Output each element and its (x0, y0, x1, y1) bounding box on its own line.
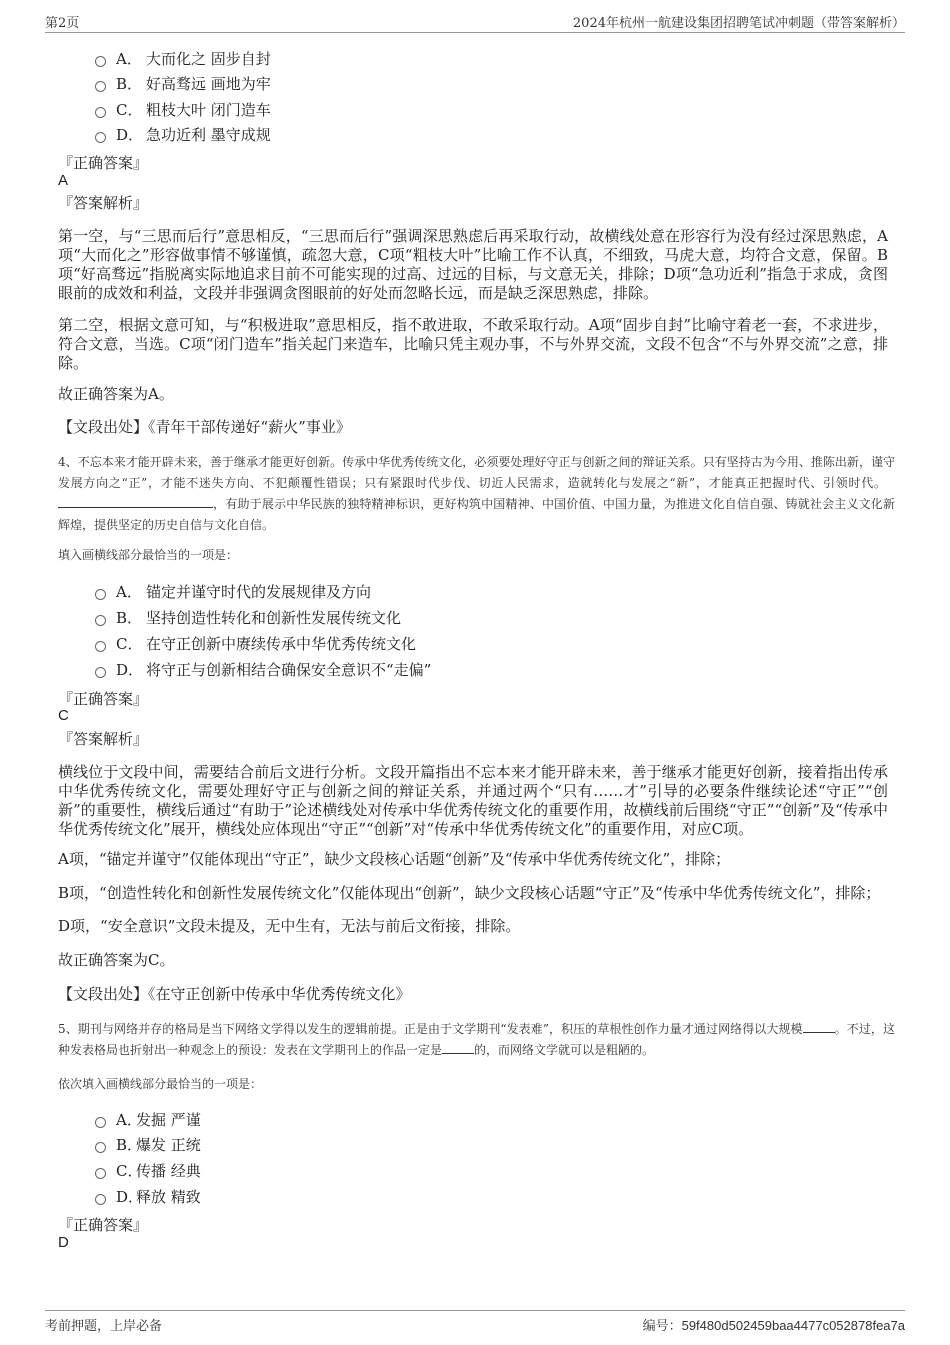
fill-blank (803, 1020, 835, 1033)
question-text-part: 5、期刊与网络并存的格局是当下网络文学得以发生的逻辑前提。正是由于文学期刊“发表难”，积压的草根性创作力量才通过网络得以大规模 (58, 1022, 803, 1036)
q4-option-c[interactable] (95, 632, 416, 654)
option-letter: A． (116, 49, 142, 68)
analysis-label: 『答案解析』 (58, 730, 149, 748)
radio-icon[interactable] (95, 81, 106, 92)
option-text: 锚定并谨守时代的发展规律及方向 (146, 582, 372, 601)
option-letter: D． (116, 1187, 144, 1206)
option-text: 将守正与创新相结合确保安全意识不“走偏” (146, 660, 432, 679)
document-id-label: 编号： (642, 1318, 682, 1334)
analysis-paragraph: B项，“创造性转化和创新性发展传统文化”仅能体现出“创新”，缺少文段核心话题“守正”及“传承中华优秀传统文化”，排除； (58, 884, 881, 902)
footer-slogan: 考前押题，上岸必备 (45, 1318, 163, 1334)
question-text-after: ，有助于展示中华民族的独特精神标识，更好构筑中国精神、中国价值、中国力量，为推进文化自信自强、铸就社会主义文化新辉煌，提供坚定的历史自信与文化自信。 (58, 497, 895, 532)
option-text: 在守正创新中赓续传承中华优秀传统文化 (146, 634, 417, 653)
document-title: 2024年杭州一航建设集团招聘笔试冲刺题（带答案解析） (572, 16, 905, 31)
q5-option-a[interactable] (95, 1108, 201, 1130)
question-text (58, 452, 895, 536)
q3-option-c[interactable] (95, 98, 271, 120)
analysis-paragraph: D项，“安全意识”文段未提及，无中生有，无法与前后文衔接，排除。 (58, 917, 521, 935)
page-number: 第2页 (45, 16, 80, 31)
radio-icon[interactable] (95, 1168, 106, 1179)
option-text: 爆发 正统 (136, 1135, 201, 1154)
q5-option-b[interactable] (95, 1133, 201, 1155)
option-text: 传播 经典 (136, 1161, 201, 1180)
option-text: 坚持创造性转化和创新性发展传统文化 (146, 608, 402, 627)
option-letter: C． (116, 1161, 143, 1180)
radio-icon[interactable] (95, 667, 106, 678)
option-text: 发掘 严谨 (136, 1110, 201, 1129)
radio-icon[interactable] (95, 589, 106, 600)
document-id-code: 59f480d502459baa4477c052878fea7a (681, 1317, 905, 1333)
source-citation: 【文段出处】《青年干部传递好“薪火”事业》 (58, 418, 351, 436)
correct-answer: A (58, 172, 69, 189)
document-id (643, 1315, 905, 1334)
q5-option-d[interactable] (95, 1185, 201, 1207)
q3-option-d[interactable] (95, 123, 271, 145)
q4-option-b[interactable] (95, 606, 401, 628)
radio-icon[interactable] (95, 56, 106, 67)
analysis-conclusion: 故正确答案为C。 (58, 951, 175, 969)
option-letter: D． (116, 125, 144, 144)
source-citation: 【文段出处】《在守正创新中传承中华优秀传统文化》 (58, 985, 411, 1003)
analysis-paragraph: 第二空，根据文意可知，与“积极进取”意思相反，指不敢进取，不敢采取行动。A项“固步自封”比喻守着老一套，不求进步，符合文意，当选。C项“闭门造车”指关起门来造车，比喻只凭主观办事，不与外界交流，文段不包含“不与外界交流”之意，排除。 (58, 316, 888, 372)
radio-icon[interactable] (95, 1142, 106, 1153)
radio-icon[interactable] (95, 1194, 106, 1205)
option-text: 好高骛远 画地为牢 (146, 74, 271, 93)
option-letter: A． (116, 1110, 142, 1129)
analysis-label: 『答案解析』 (58, 194, 149, 212)
q4-option-d[interactable] (95, 658, 431, 680)
correct-answer: D (58, 1234, 69, 1251)
option-letter: D． (116, 660, 144, 679)
option-letter: C． (116, 634, 143, 653)
correct-answer-label: 『正确答案』 (58, 1216, 149, 1234)
question-text-before: 4、不忘本来才能开辟未来，善于继承才能更好创新。传承中华优秀传统文化，必须要处理好守正与创新之间的辩证关系。只有坚持古为今用、推陈出新，谨守发展方向之“正”，才能不迷失方向、不犯颠覆性错误；只有紧跟时代步伐、切近人民需求，造就转化与发展之“新”，才能真正把握时代、引领时代。 (58, 455, 895, 490)
page-header (45, 12, 905, 33)
radio-icon[interactable] (95, 107, 106, 118)
radio-icon[interactable] (95, 1117, 106, 1128)
q3-option-a[interactable] (95, 47, 271, 69)
question-text-part: 。不过，这种发表格局也折射出一种观念上的预设：发表在文学期刊上的作品一定是 (58, 1022, 895, 1057)
fill-blank (58, 495, 213, 508)
option-letter: C． (116, 100, 143, 119)
q3-option-b[interactable] (95, 72, 271, 94)
option-text: 大而化之 固步自封 (146, 49, 271, 68)
analysis-conclusion: 故正确答案为A。 (58, 385, 174, 403)
correct-answer: C (58, 707, 69, 724)
analysis-paragraph: 横线位于文段中间，需要结合前后文进行分析。文段开篇指出不忘本来才能开辟未来，善于继承才能更好创新，接着指出传承中华优秀传统文化，需要处理好守正与创新之间的辩证关系，并通过两个“只有……才”引导的必要条件继续论述“守正”“创新”的重要性，横线后通过“有助于”论述横线处对传承中华优秀传统文化的重要作用，故横线前后围绕“守正”“创新”及“传承中华优秀传统文化”展开，横线处应体现出“守正”“创新”对“传承中华优秀传统文化”的重要作用，对应C项。 (58, 763, 888, 838)
q5-option-c[interactable] (95, 1159, 201, 1181)
radio-icon[interactable] (95, 641, 106, 652)
option-text: 粗枝大叶 闭门造车 (146, 100, 271, 119)
analysis-paragraph: A项，“锚定并谨守”仅能体现出“守正”，缺少文段核心话题“创新”及“传承中华优秀传统文化”，排除； (58, 850, 731, 868)
option-letter: A． (116, 582, 142, 601)
question-text-part: 的，而网络文学就可以是粗陋的。 (474, 1043, 655, 1057)
option-letter: B． (116, 74, 143, 93)
radio-icon[interactable] (95, 132, 106, 143)
question-prompt: 依次填入画横线部分最恰当的一项是： (58, 1077, 263, 1091)
question-text (58, 1019, 895, 1061)
option-letter: B． (116, 1135, 143, 1154)
option-text: 急功近利 墨守成规 (146, 125, 271, 144)
fill-blank (442, 1041, 474, 1054)
page-footer (45, 1310, 905, 1337)
correct-answer-label: 『正确答案』 (58, 154, 149, 172)
q4-option-a[interactable] (95, 580, 371, 602)
radio-icon[interactable] (95, 615, 106, 626)
option-text: 释放 精致 (136, 1187, 201, 1206)
option-letter: B． (116, 608, 143, 627)
correct-answer-label: 『正确答案』 (58, 690, 149, 708)
analysis-paragraph: 第一空，与“三思而后行”意思相反，“三思而后行”强调深思熟虑后再采取行动，故横线处意在形容行为没有经过深思熟虑，A项“大而化之”形容做事情不够谨慎，疏忽大意，C项“粗枝大叶”比喻工作不认真，不细致，马虎大意，均符合文意，保留。B项“好高骛远”指脱离实际地追求目前不可能实现的过高、过远的目标，与文意无关，排除；D项“急功近利”指急于求成，贪图眼前的成效和利益，文段并非强调贪图眼前的好处而忽略长远，而是缺乏深思熟虑，排除。 (58, 227, 888, 302)
question-prompt: 填入画横线部分最恰当的一项是： (58, 548, 239, 562)
